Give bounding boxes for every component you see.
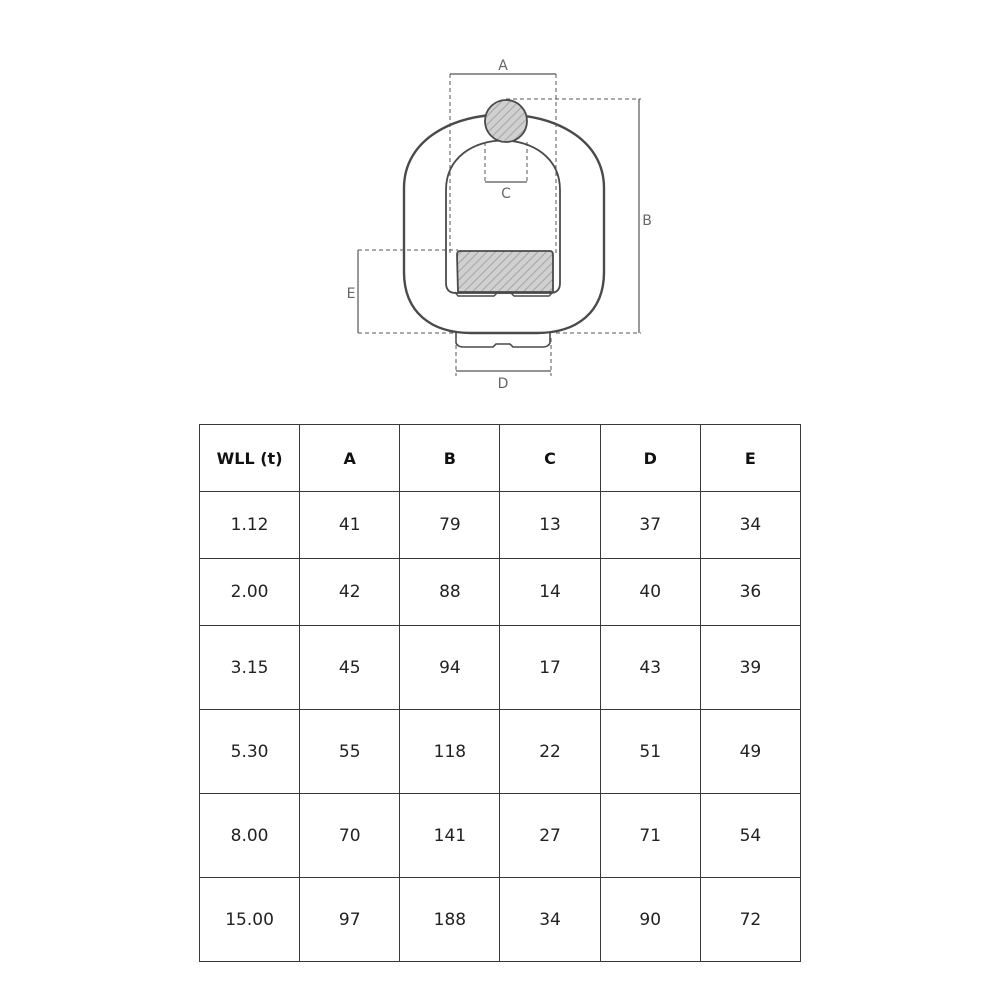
dimensions-table <box>199 424 801 962</box>
table-row <box>200 626 801 710</box>
cell-a: 97 <box>300 878 400 962</box>
cell-c: 27 <box>500 794 600 878</box>
cell-e: 72 <box>700 878 800 962</box>
cell-d: 37 <box>600 492 700 559</box>
cell-b: 141 <box>400 794 500 878</box>
cell-b: 188 <box>400 878 500 962</box>
header-d: D <box>600 425 700 492</box>
cell-wll: 3.15 <box>200 626 300 710</box>
cell-e: 34 <box>700 492 800 559</box>
table-row <box>200 492 801 559</box>
cell-wll: 5.30 <box>200 710 300 794</box>
cell-e: 54 <box>700 794 800 878</box>
lifting-point-technical-drawing <box>0 0 1000 400</box>
dimension-a-label: A <box>498 58 508 74</box>
cell-a: 42 <box>300 559 400 626</box>
cell-d: 43 <box>600 626 700 710</box>
cell-e: 49 <box>700 710 800 794</box>
cell-a: 55 <box>300 710 400 794</box>
cell-d: 71 <box>600 794 700 878</box>
cell-a: 41 <box>300 492 400 559</box>
cell-wll: 8.00 <box>200 794 300 878</box>
base-plate <box>456 333 550 347</box>
base-cross-section <box>455 251 553 296</box>
cell-c: 13 <box>500 492 600 559</box>
dimension-c-label: C <box>501 186 511 202</box>
header-b: B <box>400 425 500 492</box>
cell-c: 34 <box>500 878 600 962</box>
header-c: C <box>500 425 600 492</box>
table-row <box>200 559 801 626</box>
dimension-b-label: B <box>642 213 652 229</box>
header-wll: WLL (t) <box>200 425 300 492</box>
header-e: E <box>700 425 800 492</box>
cell-a: 70 <box>300 794 400 878</box>
cell-b: 88 <box>400 559 500 626</box>
ring-cross-section <box>485 100 527 142</box>
cell-c: 22 <box>500 710 600 794</box>
cell-b: 118 <box>400 710 500 794</box>
cell-c: 14 <box>500 559 600 626</box>
cell-wll: 1.12 <box>200 492 300 559</box>
table-row <box>200 878 801 962</box>
cell-d: 40 <box>600 559 700 626</box>
cell-wll: 2.00 <box>200 559 300 626</box>
table-header-row <box>200 425 801 492</box>
dimension-d-label: D <box>497 376 509 392</box>
cell-a: 45 <box>300 626 400 710</box>
table-row <box>200 710 801 794</box>
cell-e: 36 <box>700 559 800 626</box>
header-a: A <box>300 425 400 492</box>
cell-d: 90 <box>600 878 700 962</box>
cell-e: 39 <box>700 626 800 710</box>
cell-wll: 15.00 <box>200 878 300 962</box>
cell-c: 17 <box>500 626 600 710</box>
dimension-e-label: E <box>346 286 356 302</box>
cell-b: 94 <box>400 626 500 710</box>
table-row <box>200 794 801 878</box>
cell-d: 51 <box>600 710 700 794</box>
cell-b: 79 <box>400 492 500 559</box>
